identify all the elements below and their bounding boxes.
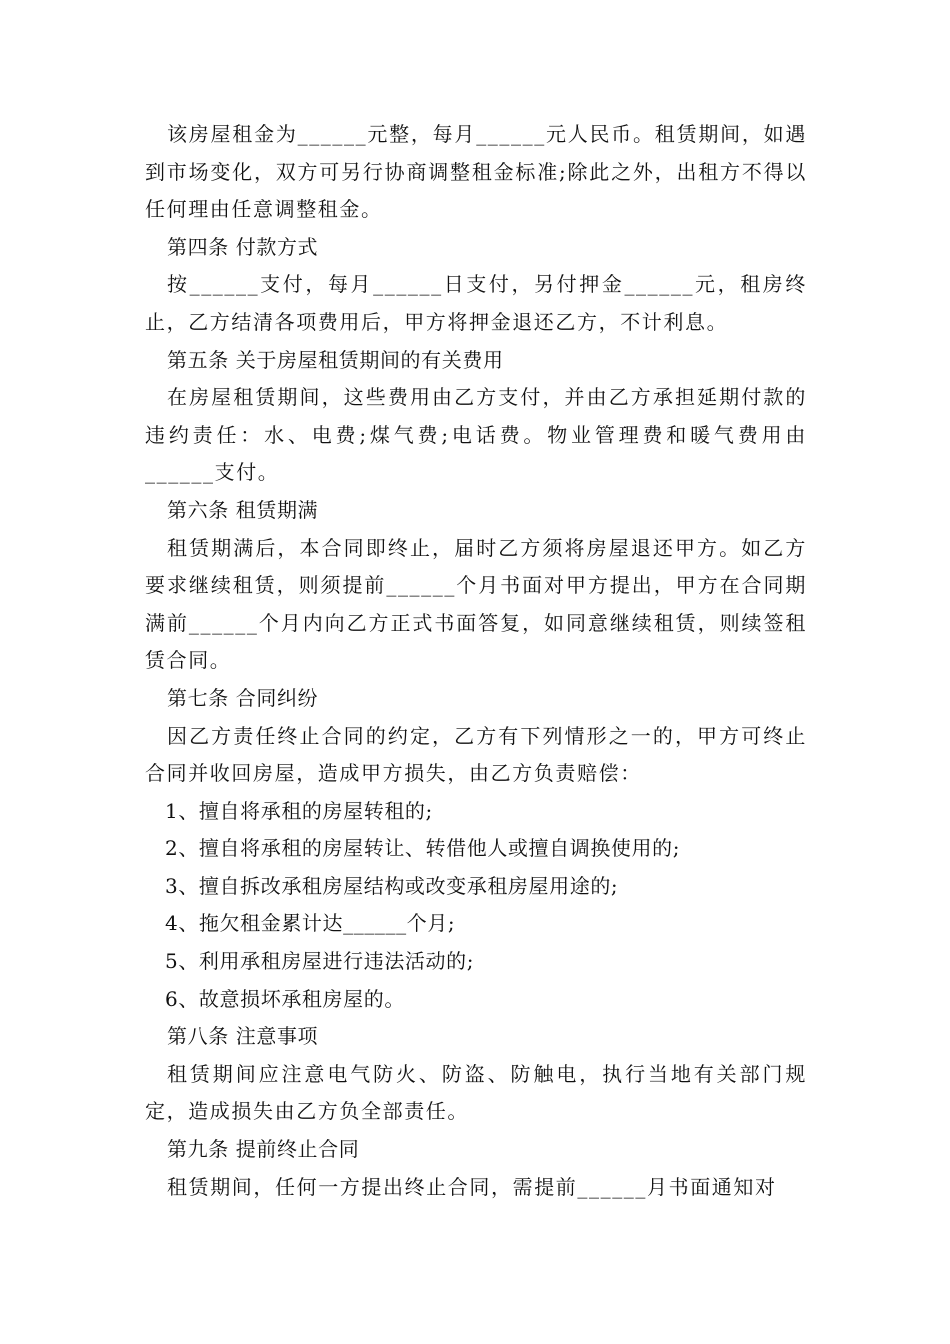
precautions-paragraph: 租赁期间应注意电气防火、防盗、防触电，执行当地有关部门规定，造成损失由乙方负全部责任。: [145, 1061, 807, 1124]
fees-paragraph: 在房屋租赁期间，这些费用由乙方支付，并由乙方承担延期付款的违约责任：水、电费;煤气费;电话费。物业管理费和暖气费用由______支付。: [145, 385, 807, 485]
list-item: 4、拖欠租金累计达______个月;: [165, 911, 456, 936]
list-item: 5、利用承租房屋进行违法活动的;: [165, 949, 475, 974]
article-9-heading: 第九条 提前终止合同: [167, 1137, 360, 1162]
dispute-paragraph: 因乙方责任终止合同的约定，乙方有下列情形之一的，甲方可终止合同并收回房屋，造成甲方损失，由乙方负责赔偿：: [145, 723, 807, 786]
list-item: 2、擅自将承租的房屋转让、转借他人或擅自调换使用的;: [165, 836, 681, 861]
rent-amount-paragraph: 该房屋租金为______元整，每月______元人民币。租赁期间，如遇到市场变化，双方可另行协商调整租金标准;除此之外，出租方不得以任何理由任意调整租金。: [145, 122, 807, 222]
article-6-heading: 第六条 租赁期满: [167, 497, 319, 522]
list-item: 3、擅自拆改承租房屋结构或改变承租房屋用途的;: [165, 873, 619, 898]
list-item: 6、故意损坏承租房屋的。: [165, 986, 405, 1011]
article-8-heading: 第八条 注意事项: [167, 1024, 319, 1049]
document-body: [145, 116, 807, 1206]
early-termination-paragraph: 租赁期间，任何一方提出终止合同，需提前______月书面通知对: [167, 1174, 777, 1199]
list-item: 1、擅自将承租的房屋转租的;: [165, 798, 433, 823]
article-5-heading: 第五条 关于房屋租赁期间的有关费用: [167, 347, 504, 372]
payment-method-paragraph: 按______支付，每月______日支付，另付押金______元，租房终止，乙方结清各项费用后，甲方将押金退还乙方，不计利息。: [145, 272, 807, 334]
lease-expiry-paragraph: 租赁期满后，本合同即终止，届时乙方须将房屋退还甲方。如乙方要求继续租赁，则须提前______个月书面对甲方提出，甲方在合同期满前______个月内向乙方正式书面答复，如同意继续租赁，则续签租赁合同。: [145, 535, 807, 673]
article-7-heading: 第七条 合同纠纷: [167, 685, 319, 710]
article-4-heading: 第四条 付款方式: [167, 234, 319, 259]
